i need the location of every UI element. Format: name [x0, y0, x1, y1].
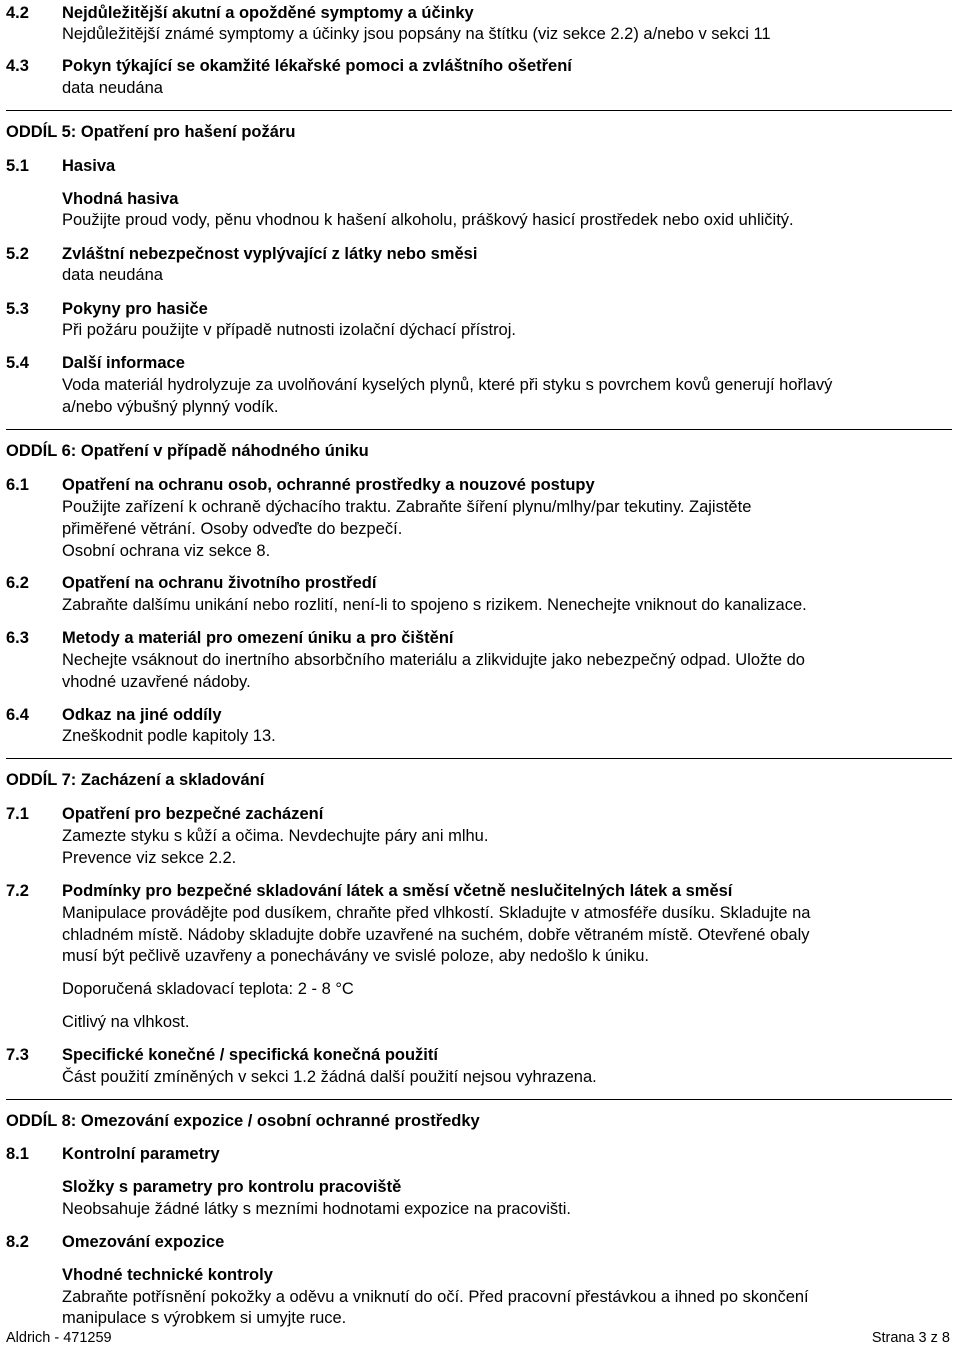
item-text: vhodné uzavřené nádoby.	[62, 673, 251, 691]
moisture-note: Citlivý na vlhkost.	[62, 1013, 190, 1031]
item-text: Zneškodnit podle kapitoly 13.	[62, 727, 276, 745]
item-text: Osobní ochrana viz sekce 8.	[62, 542, 271, 560]
item-title: Opatření na ochranu životního prostředí	[62, 574, 377, 592]
item-number: 7.1	[6, 805, 29, 823]
item-number: 6.2	[6, 574, 29, 592]
item-title: Metody a materiál pro omezení úniku a pro čištění	[62, 629, 454, 647]
item-title: Kontrolní parametry	[62, 1145, 220, 1163]
item-text: Manipulace provádějte pod dusíkem, chraňte před vlhkostí. Skladujte v atmosféře dusíku. Skladujte na	[62, 904, 811, 922]
footer-page-number: Strana 3 z 8	[871, 1330, 950, 1346]
item-text: Nejdůležitější známé symptomy a účinky jsou popsány na štítku (viz sekce 2.2) a/nebo v sekci 11	[62, 25, 771, 43]
item-title: Další informace	[62, 354, 185, 372]
item-text: Voda materiál hydrolyzuje za uvolňování kyselých plynů, které při styku s povrchem kovů generují hořlavý	[62, 376, 833, 394]
item-text: musí být pečlivě uzavřeny a ponechávány ve svislé poloze, aby nedošlo k úniku.	[62, 947, 649, 965]
item-text: data neudána	[62, 79, 163, 97]
item-title: Pokyn týkající se okamžité lékařské pomoci a zvláštního ošetření	[62, 57, 572, 75]
item-number: 8.2	[6, 1233, 29, 1251]
item-text: manipulace s výrobkem si umyjte ruce.	[62, 1309, 347, 1327]
section-rule	[6, 429, 952, 430]
item-number: 4.2	[6, 4, 29, 22]
item-title: Omezování expozice	[62, 1233, 225, 1251]
item-text: a/nebo výbušný plynný vodík.	[62, 398, 279, 416]
item-title: Opatření na ochranu osob, ochranné prostředky a nouzové postupy	[62, 476, 595, 494]
item-number: 5.4	[6, 354, 29, 372]
item-text: Část použití zmíněných v sekci 1.2 žádná další použití nejsou vyhrazena.	[62, 1068, 597, 1086]
section-rule	[6, 758, 952, 759]
item-title: Hasiva	[62, 157, 116, 175]
section-heading: ODDÍL 5: Opatření pro hašení požáru	[6, 123, 296, 141]
item-text: Zabraňte dalšímu unikání nebo rozlití, není-li to spojeno s rizikem. Nenechejte vniknout do kanalizace.	[62, 596, 807, 614]
item-title: Opatření pro bezpečné zacházení	[62, 805, 324, 823]
item-subtitle: Vhodná hasiva	[62, 190, 179, 208]
item-title: Zvláštní nebezpečnost vyplývající z látky nebo směsi	[62, 245, 478, 263]
item-text: Prevence viz sekce 2.2.	[62, 849, 237, 867]
item-number: 6.1	[6, 476, 29, 494]
item-title: Specifické konečné / specifická konečná použití	[62, 1046, 438, 1064]
item-number: 7.3	[6, 1046, 29, 1064]
section-heading: ODDÍL 8: Omezování expozice / osobní ochranné prostředky	[6, 1112, 480, 1130]
item-number: 7.2	[6, 882, 29, 900]
footer-product: Aldrich - 471259	[6, 1330, 112, 1346]
item-text: Použijte proud vody, pěnu vhodnou k hašení alkoholu, práškový hasicí prostředek nebo oxid uhličitý.	[62, 211, 794, 229]
item-text: Neobsahuje žádné látky s mezními hodnotami expozice na pracovišti.	[62, 1200, 572, 1218]
item-number: 5.3	[6, 300, 29, 318]
storage-temperature: Doporučená skladovací teplota: 2 - 8 °C	[62, 980, 354, 998]
item-number: 6.4	[6, 706, 29, 724]
section-heading: ODDÍL 7: Zacházení a skladování	[6, 771, 265, 789]
section-rule	[6, 1099, 952, 1100]
item-text: Zamezte styku s kůží a očima. Nevdechujte páry ani mlhu.	[62, 827, 489, 845]
item-text: chladném místě. Nádoby skladujte dobře uzavřené na suchém, dobře větraném místě. Otevřené obaly	[62, 926, 810, 944]
item-number: 4.3	[6, 57, 29, 75]
item-number: 5.1	[6, 157, 29, 175]
item-subtitle: Složky s parametry pro kontrolu pracoviště	[62, 1178, 402, 1196]
item-title: Odkaz na jiné oddíly	[62, 706, 222, 724]
item-title: Podmínky pro bezpečné skladování látek a směsí včetně neslučitelných látek a směsí	[62, 882, 733, 900]
section-heading: ODDÍL 6: Opatření v případě náhodného úniku	[6, 442, 369, 460]
section-rule	[6, 110, 952, 111]
item-text: Nechejte vsáknout do inertního absorbčního materiálu a zlikvidujte jako nebezpečný odpad. Uložte do	[62, 651, 805, 669]
item-text: Zabraňte potřísnění pokožky a oděvu a vniknutí do očí. Před pracovní přestávkou a ihned po skončení	[62, 1288, 809, 1306]
item-text: Při požáru použijte v případě nutnosti izolační dýchací přístroj.	[62, 321, 516, 339]
item-subtitle: Vhodné technické kontroly	[62, 1266, 273, 1284]
item-number: 8.1	[6, 1145, 29, 1163]
item-text: data neudána	[62, 266, 163, 284]
item-title: Nejdůležitější akutní a opožděné symptomy a účinky	[62, 4, 474, 22]
item-number: 5.2	[6, 245, 29, 263]
item-title: Pokyny pro hasiče	[62, 300, 208, 318]
item-text: Použijte zařízení k ochraně dýchacího traktu. Zabraňte šíření plynu/mlhy/par tekutiny. Zajistěte	[62, 498, 752, 516]
item-number: 6.3	[6, 629, 29, 647]
item-text: přiměřené větrání. Osoby odveďte do bezpečí.	[62, 520, 403, 538]
